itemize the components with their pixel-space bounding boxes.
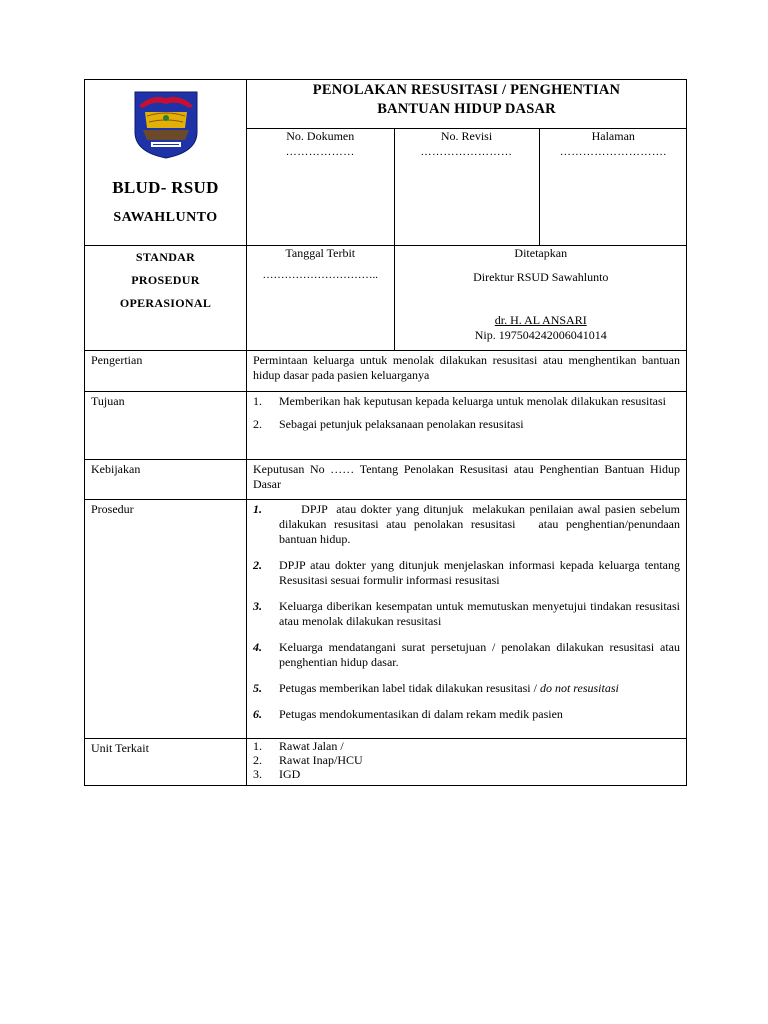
unit-terkait-label: Unit Terkait (85, 739, 247, 786)
list-item (253, 599, 680, 629)
list-item-text: Sebagai petunjuk pelaksanaan penolakan resusitasi (279, 417, 524, 431)
sop-title-line2: PROSEDUR (131, 273, 200, 287)
sop-title-line1: STANDAR (135, 250, 196, 264)
list-item-number: 1. (253, 502, 262, 516)
tujuan-list (253, 394, 680, 432)
ditetapkan-label: Ditetapkan (514, 246, 568, 260)
list-item (253, 394, 680, 409)
list-item-text-wrap (279, 681, 680, 696)
signature-table (247, 246, 687, 350)
rsud-logo-icon (131, 88, 201, 160)
no-revisi-value: …………………… (420, 146, 513, 158)
list-item-text: DPJP atau dokter yang ditunjuk melakukan penilaian awal pasien sebelum dilakukan resusitasi atau penolakan resusitasi atau penghentian/penundaan bantuan hidup. (279, 502, 684, 546)
list-item-number: 4. (253, 640, 262, 654)
list-item-text: Petugas mendokumentasikan di dalam rekam medik pasien (279, 707, 563, 721)
prosedur-label: Prosedur (85, 500, 247, 739)
document-meta (247, 129, 687, 245)
org-name-line2: SAWAHLUNTO (113, 210, 218, 225)
list-item-italic-text: do not resusitasi (539, 681, 619, 695)
halaman-label: Halaman (591, 129, 635, 143)
list-item-text: Keluarga mendatangani surat persetujuan / penolakan dilakukan resusitasi atau penghentian hidup dasar. (279, 640, 680, 669)
list-item-number: 2. (253, 558, 262, 572)
halaman-cell (539, 129, 687, 245)
sop-title-cell (85, 246, 247, 351)
no-revisi-cell (394, 129, 539, 245)
direktur-nip: Nip. 197504242006041014 (474, 328, 607, 342)
list-item-text: Petugas memberikan label tidak dilakukan resusitasi / (279, 681, 540, 695)
tanggal-terbit-cell (247, 246, 394, 350)
list-item-number: 3. (253, 767, 262, 781)
list-item (253, 707, 680, 722)
unit-terkait-content (247, 739, 687, 786)
list-item-number: 6. (253, 707, 262, 721)
list-item (253, 753, 680, 767)
pengertian-label: Pengertian (85, 351, 247, 392)
list-item-text: Keluarga diberikan kesempatan untuk memutuskan menyetujui tindakan resusitasi atau menolak dilakukan resusitasi (279, 599, 680, 628)
no-dokumen-cell (247, 129, 394, 245)
list-item-text: Rawat Jalan / (279, 739, 344, 753)
ditetapkan-cell (394, 246, 687, 350)
prosedur-content (247, 500, 687, 739)
list-item-number: 1. (253, 739, 262, 753)
no-dokumen-label: No. Dokumen (286, 129, 355, 143)
list-item-number: 2. (253, 417, 262, 431)
org-name-line1: BLUD- RSUD (112, 178, 219, 197)
list-item (253, 767, 680, 781)
tanggal-terbit-value: ………………………….. (262, 269, 378, 281)
list-item (253, 640, 680, 670)
direktur-name: dr. H. AL ANSARI (494, 313, 587, 327)
list-item (253, 739, 680, 753)
no-revisi-label: No. Revisi (440, 129, 493, 143)
list-item-text: Memberikan hak keputusan kepada keluarga untuk menolak dilakukan resusitasi (279, 394, 666, 408)
halaman-value: ………………………. (559, 146, 667, 158)
no-dokumen-value: ……………… (285, 146, 355, 158)
list-item-number: 2. (253, 753, 262, 767)
list-item-number: 3. (253, 599, 262, 613)
tanggal-terbit-label: Tanggal Terbit (285, 246, 356, 260)
list-item (253, 558, 680, 588)
sop-document (84, 79, 687, 786)
list-item-text: IGD (279, 767, 301, 781)
kebijakan-label: Kebijakan (85, 460, 247, 500)
document-title: PENOLAKAN RESUSITASI / PENGHENTIAN BANTUAN HIDUP DASAR (247, 80, 686, 129)
signature-cell (247, 246, 687, 351)
list-item (253, 681, 680, 696)
direktur-label: Direktur RSUD Sawahlunto (473, 270, 609, 284)
unit-terkait-list (253, 739, 680, 781)
list-item-number: 1. (253, 394, 262, 408)
org-cell (85, 80, 247, 246)
tujuan-content (247, 392, 687, 460)
tujuan-label: Tujuan (85, 392, 247, 460)
sop-title-line3: OPERASIONAL (119, 296, 212, 310)
list-item (253, 502, 684, 547)
list-item-number: 5. (253, 681, 262, 695)
list-item-text: Rawat Inap/HCU (279, 753, 363, 767)
kebijakan-text: Keputusan No …… Tentang Penolakan Resusitasi atau Penghentian Bantuan Hidup Dasar (247, 460, 687, 500)
list-item (253, 417, 680, 432)
title-cell (247, 80, 687, 246)
prosedur-list (253, 502, 684, 722)
list-item-text: DPJP atau dokter yang ditunjuk menjelaskan informasi kepada keluarga tentang Resusitasi sesuai formulir informasi resusitasi (279, 558, 680, 587)
pengertian-text: Permintaan keluarga untuk menolak dilakukan resusitasi atau menghentikan bantuan hidup dasar pada pasien keluarganya (247, 351, 687, 392)
